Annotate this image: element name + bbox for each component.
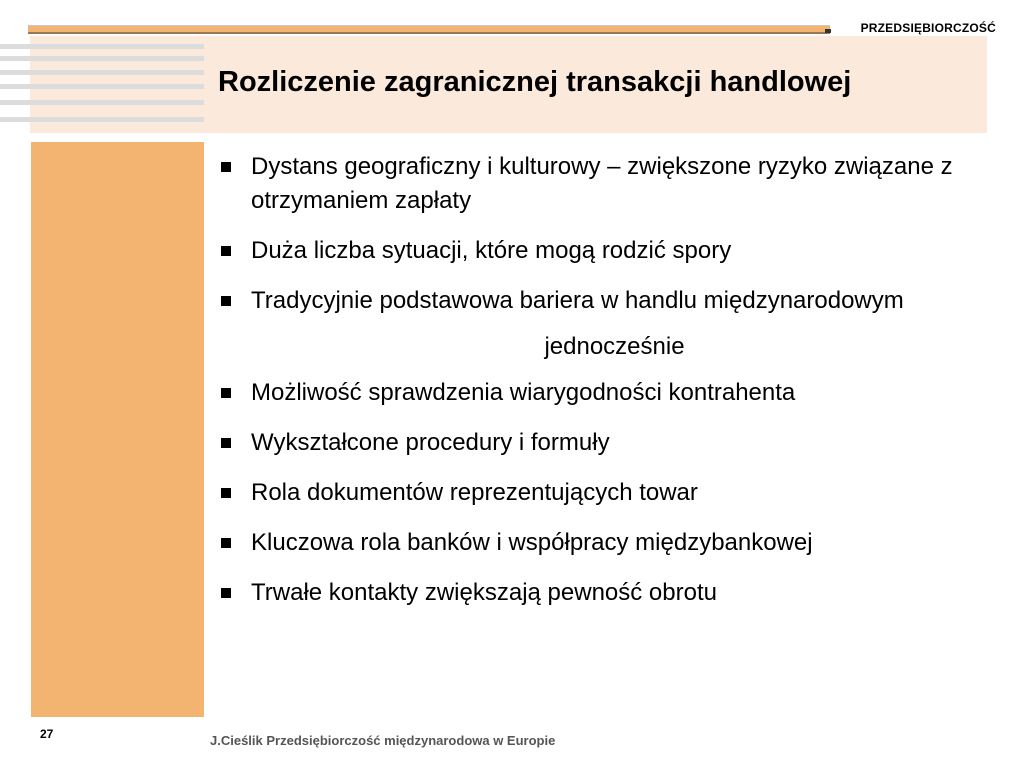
- bullet-text: Kluczowa rola banków i współpracy międzybankowej: [251, 529, 813, 556]
- stripe: [0, 56, 204, 61]
- bullet-text: Tradycyjnie podstawowa bariera w handlu międzynarodowym: [251, 287, 904, 314]
- square-bullet-icon: [221, 296, 231, 306]
- bullet-text: Dystans geograficzny i kulturowy – zwiększone ryzyko związane z otrzymaniem zapłaty: [251, 153, 953, 214]
- square-bullet-icon: [221, 438, 231, 448]
- bullet-text: Rola dokumentów reprezentujących towar: [251, 479, 698, 506]
- separator-text: jednocześnie: [544, 333, 685, 360]
- stripe: [0, 44, 204, 49]
- bullet-item: [218, 426, 978, 460]
- side-panel: [31, 142, 204, 717]
- bullet-item: [218, 526, 978, 560]
- header-top-bar-end: [825, 29, 831, 33]
- bullet-item: [218, 150, 978, 218]
- slide-content: [218, 150, 978, 626]
- square-bullet-icon: [221, 162, 231, 172]
- bullet-text: Możliwość sprawdzenia wiarygodności kontrahenta: [251, 379, 796, 406]
- page-title: Rozliczenie zagranicznej transakcji handlowej: [218, 66, 852, 98]
- decorative-stripes: [0, 44, 204, 124]
- header-top-bar: [28, 25, 830, 34]
- stripe: [0, 70, 204, 75]
- bullet-item: [218, 476, 978, 510]
- square-bullet-icon: [221, 538, 231, 548]
- bullet-text: Trwałe kontakty zwiększają pewność obrotu: [251, 579, 717, 606]
- bullet-text: Duża liczba sytuacji, które mogą rodzić spory: [251, 237, 732, 264]
- stripe: [0, 84, 204, 89]
- square-bullet-icon: [221, 588, 231, 598]
- page-number: 27: [40, 727, 54, 741]
- square-bullet-icon: [221, 488, 231, 498]
- footer-text: J.Cieślik Przedsiębiorczość międzynarodowa w Europie: [210, 733, 556, 748]
- bullet-item: [218, 234, 978, 268]
- bullet-item: [218, 376, 978, 410]
- bullet-item: [218, 576, 978, 610]
- stripe: [0, 117, 204, 122]
- stripe: [0, 100, 204, 105]
- bullet-text: Wykształcone procedury i formuły: [251, 429, 610, 456]
- brand-label: PRZEDSIĘBIORCZOŚĆ: [860, 21, 996, 35]
- square-bullet-icon: [221, 388, 231, 398]
- square-bullet-icon: [221, 246, 231, 256]
- bullet-item: [218, 284, 978, 318]
